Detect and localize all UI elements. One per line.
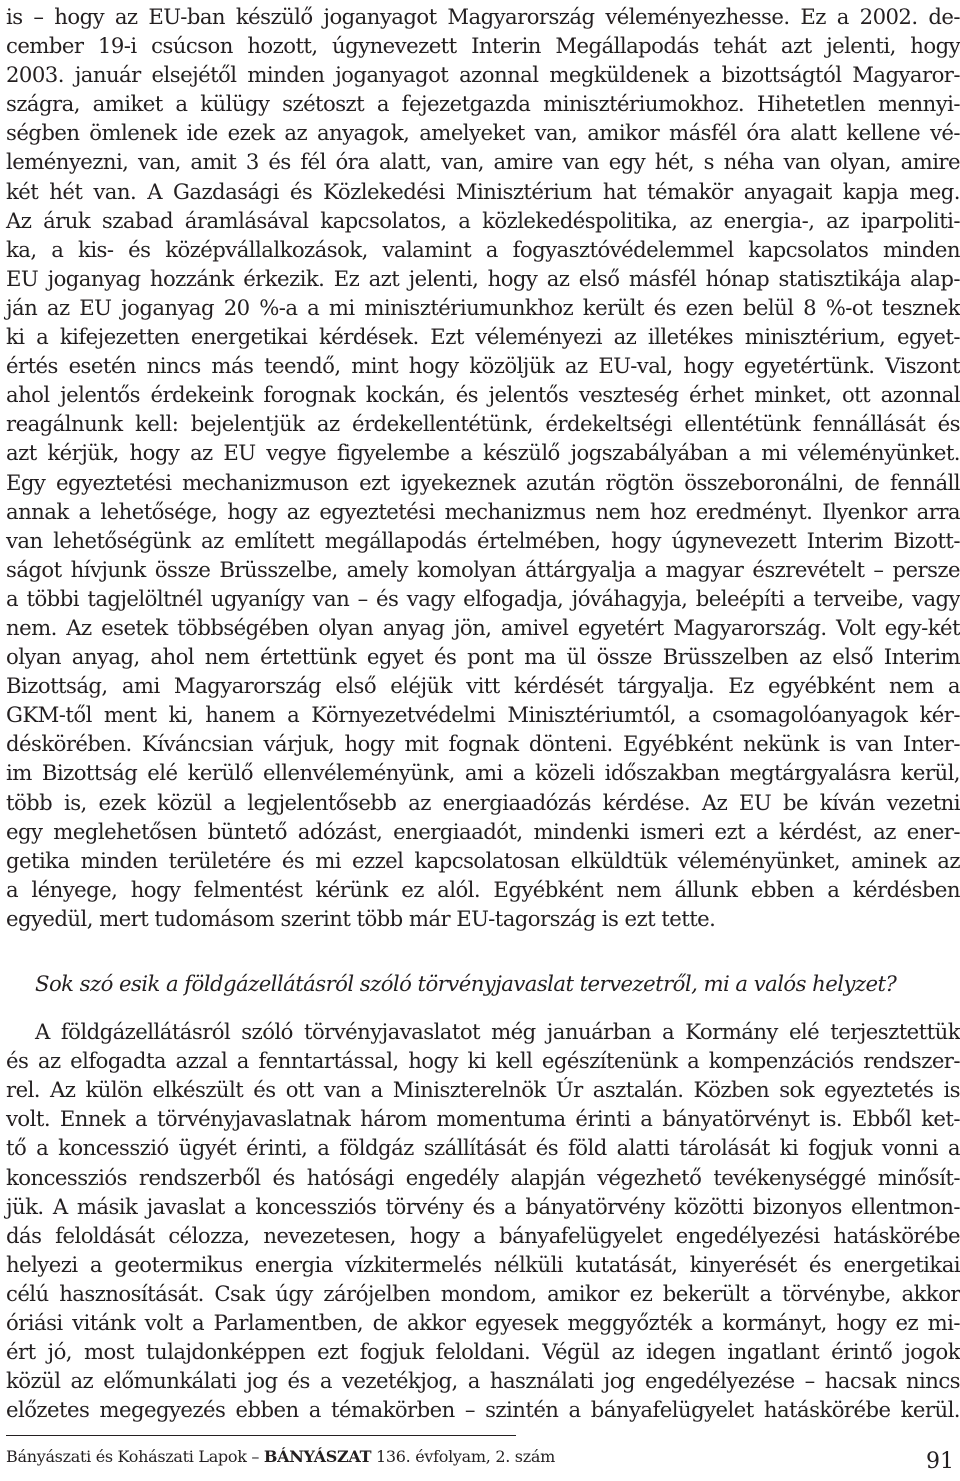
text-line: van lehetőségünk az említett megállapodás értelmében, hogy úgynevezett Interim Bizott-	[6, 527, 960, 553]
text-line: getika minden területére és mi ezzel kapcsolatosan elküldtük véleményünket, aminek az	[6, 847, 960, 873]
text-line: óriási vitánk volt a Parlamentben, de akkor egyesek meggyőzték a kormányt, hogy ez mi-	[6, 1310, 960, 1336]
text-line: tő a koncesszió ügyét érinti, a földgáz szállítását és föld alatti tárolását ki fogjuk vonni a	[6, 1135, 960, 1161]
text-line: A földgázellátásról szóló törvényjavaslatot még januárban a Kormány elé terjesztettük	[35, 1019, 960, 1045]
text-line: dás feloldását célozza, nevezetesen, hogy a bányafelügyelet engedélyezési hatáskörébe	[6, 1222, 960, 1248]
paragraph-1	[6, 2, 960, 933]
text-line: közül az előmunkálati jog és a vezetékjog, a használati jog engedélyezése – hacsak nincs	[6, 1368, 960, 1394]
text-line: több is, ezek közül a legjelentősebb az energiaadózás kérdése. Az EU be kíván vezetni	[6, 789, 960, 815]
text-line: azt kérjük, hogy az EU vegye figyelembe a készülő jogszabályában a mi véleményünket.	[6, 440, 960, 466]
text-line: im Bizottság elé kerülő ellenvéleményünk, ami a közeli időszakban megtárgyalásra kerül,	[6, 760, 960, 786]
journal-citation	[6, 1446, 555, 1468]
text-line: Egy egyeztetési mechanizmuson ezt igyekeznek azután rögtön összeboronálni, de fennáll	[6, 469, 960, 495]
journal-section: BÁNYÁSZAT	[263, 1447, 372, 1466]
text-line: EU joganyag hozzánk érkezik. Ez azt jelenti, hogy az első másfél hónap statisztikája alap-	[6, 265, 960, 291]
article-body	[6, 2, 960, 1424]
text-line: annak a lehetősége, hogy az egyeztetési mechanizmus nem hoz eredményt. Ilyenkor arra	[6, 498, 960, 524]
question-text: Sok szó esik a földgázellátásról szóló törvényjavaslat tervezetről, mi a valós helyzet?	[35, 971, 897, 996]
page-number: 91	[926, 1449, 954, 1474]
text-line: Az áruk szabad áramlásával kapcsolatos, a közlekedéspolitika, az energia-, az iparpoliti-	[6, 207, 960, 233]
text-line: a lényege, hogy felmentést kérünk ez alól. Egyébként nem állunk ebben a kérdésben	[6, 876, 960, 902]
text-line: célú hasznosítását. Csak úgy zárójelben mondom, amikor ez bekerült a törvénybe, akkor	[6, 1280, 960, 1306]
text-line: cember 19-i csúcson hozott, úgynevezett Interin Megállapodás tehát azt jelenti, hogy	[6, 33, 960, 59]
text-line: két hét van. A Gazdasági és Közlekedési Minisztérium hat témakör anyagait kapja meg.	[6, 178, 960, 204]
page-footer	[6, 1446, 954, 1476]
text-line: 2003. január elsejétől minden joganyagot azonnal megküldenek a bizottságtól Magyaror-	[6, 62, 960, 88]
journal-volume: 136. évfolyam, 2. szám	[371, 1447, 555, 1466]
text-line: ságot hívjunk össze Brüsszelbe, amely komolyan áttárgyalja a magyar észrevételt – persze	[6, 556, 960, 582]
text-line: rel. Az külön elkészült és ott van a Miniszterelnök Úr asztalán. Közben sok egyeztetés is	[6, 1077, 960, 1103]
journal-name: Bányászati és Kohászati Lapok –	[6, 1447, 264, 1466]
text-line: egy meglehetősen büntető adózást, energiaadót, mindenki ismeri ezt a kérdést, az ener-	[6, 818, 960, 844]
text-line: ségben ömlenek ide ezek az anyagok, amelyeket van, amikor másfél óra alatt kellene vé-	[6, 120, 960, 146]
text-line: szágra, amiket a külügy szétoszt a fejezetgazda minisztériumokhoz. Hihetetlen mennyi-	[6, 91, 960, 117]
text-line: GKM-től ment ki, hanem a Környezetvédelmi Minisztériumtól, a csomagolóanyagok kér-	[6, 702, 960, 728]
text-line: és az elfogadta azzal a fenntartással, hogy ki kell egészítenünk a kompenzációs rendszer-	[6, 1048, 960, 1074]
text-line: egyedül, mert tudomásom szerint több már EU-tagország is ezt tette.	[6, 905, 716, 931]
text-line: koncessziós rendszerből és hatósági engedély alapján végezhető tevékenységgé minősít-	[6, 1164, 960, 1190]
text-line: előzetes megegyezés ebben a témakörben – szintén a bányafelügyelet hatáskörébe kerül.	[6, 1397, 960, 1423]
text-line: déskörében. Kíváncsian várjuk, hogy mit fognak dönteni. Egyébként nekünk is van Inter-	[6, 731, 960, 757]
text-line: reagálnunk kell: bejelentjük az érdekellentétünk, érdekeltségi ellentétünk fennállását és	[6, 411, 960, 437]
text-line: ki a kifejezetten energetikai kérdések. Ezt véleményezi az illetékes minisztérium, egyet-	[6, 324, 960, 350]
footer-divider	[6, 1435, 516, 1436]
text-line: Bizottság, ami Magyarország első eléjük vitt kérdését tárgyalja. Ez egyébként nem a	[6, 673, 960, 699]
text-line: ahol jelentős érdekeink forognak kockán, és jelentős veszteség érhet minket, ott azonnal	[6, 382, 960, 408]
text-line: a többi tagjelöltnél ugyanígy van – és vagy elfogadja, jóváhagyja, beleépíti a terveibe, vagy	[6, 585, 960, 611]
text-line: ka, a kis- és középvállalkozások, valamint a fogyasztóvédelemmel kapcsolatos minden	[6, 236, 960, 262]
text-line: leményezni, van, amit 3 és fél óra alatt, van, amire van egy hét, s néha van olyan, amire	[6, 149, 960, 175]
text-line: is – hogy az EU-ban készülő joganyagot Magyarország véleményezhesse. Ez a 2002. de-	[6, 4, 960, 29]
text-line: ján az EU joganyag 20 %-a a mi minisztériumunkhoz került és ezen belül 8 %-ot tesznek	[6, 294, 960, 320]
paragraph-2	[6, 1017, 960, 1424]
text-line: helyezi a geotermikus energia vízkitermelés nélküli kutatását, kinyerését és energetikai	[6, 1251, 960, 1277]
interview-question	[6, 969, 960, 998]
text-line: értés esetén nincs más teendő, mint hogy közöljük az EU-val, hogy egyetértünk. Viszont	[6, 353, 960, 379]
text-line: olyan anyag, ahol nem értettünk egyet és pont ma ül össze Brüsszelben az első Interim	[6, 644, 960, 670]
text-line: nem. Az esetek többségében olyan anyag jön, amivel egyetért Magyarország. Volt egy-két	[6, 614, 960, 640]
text-line: ért jó, most tulajdonképpen ezt fogjuk feloldani. Végül az idegen ingatlant érintő jogok	[6, 1339, 960, 1365]
text-line: volt. Ennek a törvényjavaslatnak három momentuma érinti a bányatörvényt is. Ebből ket-	[6, 1106, 960, 1132]
text-line: jük. A másik javaslat a koncessziós törvény és a bányatörvény közötti bizonyos ellentmon-	[6, 1193, 960, 1219]
